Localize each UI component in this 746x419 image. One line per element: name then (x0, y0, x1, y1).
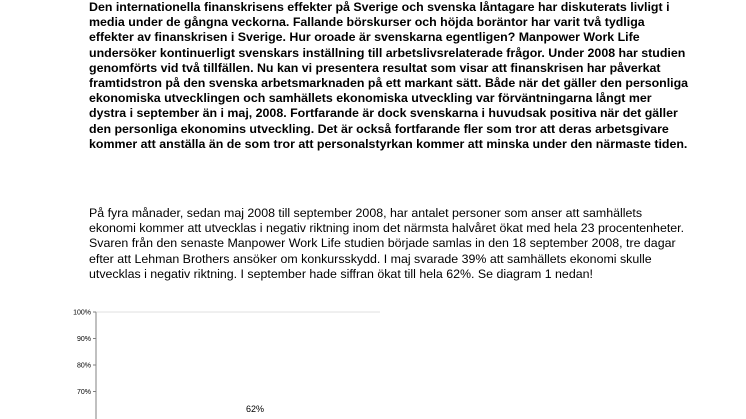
chart-svg (60, 306, 380, 419)
y-tick-label: 70% (76, 389, 91, 396)
lead-paragraph: Den internationella finanskrisens effekter på Sverige och svenska låntagare har diskuterats livligt i media under de gångna veckorna. Fallande börskurser och höjda boräntor har varit två tydliga effekter av finanskrisen i Sverige. Hur oroade är svenskarna egentligen? Manpower Work Life undersöker kontinuerligt svenskars inställning till arbetslivsrelaterade frågor. Under 2008 har studien genomförts vid två tillfällen. Nu kan vi presentera resultat som visar att finanskrisen har påverkat framtidstron på den svenska arbetsmarknaden på ett markant sätt. Både när det gäller den personliga ekonomiska utvecklingen och samhällets ekonomiska utveckling var förväntningarna långt mer dystra i september än i maj, 2008. Fortfarande är dock svenskarna i huvudsak positiva när det gäller den personliga ekonomins utveckling. Det är också fortfarande fler som tror att deras arbetsgivare kommer att anställa än de som tror att personalstyrkan kommer att minska under den närmaste tiden. (89, 0, 689, 151)
data-label: 62% (246, 404, 265, 414)
y-tick-label: 100% (73, 309, 91, 317)
body-paragraph: På fyra månader, sedan maj 2008 till september 2008, har antalet personer som anser att samhällets ekonomi kommer att utvecklas i negativ riktning inom det närmsta halvåret ökat med hela 23 procentenheter. Svaren från den senaste Manpower Work Life studien började samlas in den 18 september 2008, tre dagar efter att Lehman Brothers ansöker om konkursskydd. I maj svarade 39% att samhällets ekonomi skulle utvecklas i negativ riktning. I september hade siffran ökat till hela 62%. Se diagram 1 nedan! (89, 206, 685, 281)
y-tick-label: 80% (76, 362, 91, 370)
y-tick-label: 90% (76, 336, 91, 343)
chart-1 (60, 306, 380, 419)
